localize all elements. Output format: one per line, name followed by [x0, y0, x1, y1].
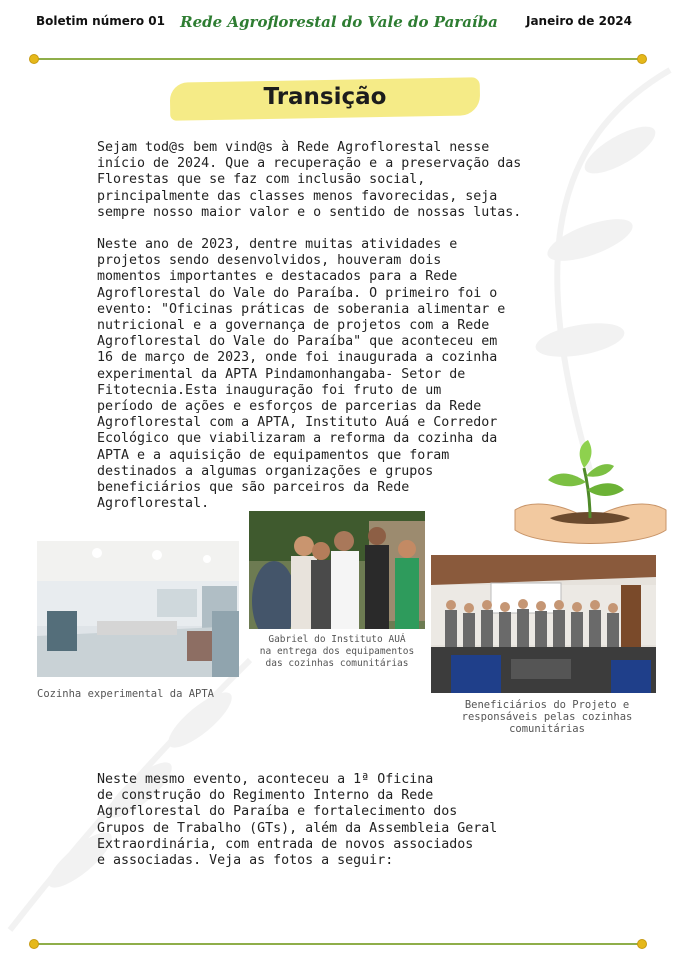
paragraph-events: Neste ano de 2023, dentre muitas atividades e projetos sendo desenvolvidos, houveram dois momentos importantes e destacados para a Rede Agroflorestal do Vale do Paraíba. O primeiro foi o evento: "Oficinas práticas de soberania alimentar e nutricional e a governança de projetos com a Rede Agroflorestal do Vale do Paraíba" que aconteceu em 16 de março de 2023, onde foi inaugurada a cozinha experimental da APTA Pindamonhangaba- Setor de Fitotecnia.Esta inauguração foi fruto de um período de ações e esforços de parcerias da Rede Agroflorestal com a APTA, Instituto Auá e Corredor Ecológico que viabilizaram a reforma da cozinha da APTA e a aquisição de equipamentos que foram destinados a algumas organizações e grupos beneficiários que são parceiros da Rede Agroflorestal. [97, 237, 506, 512]
beneficiaries-photo [431, 555, 656, 693]
paragraph-welcome: Sejam tod@s bem vind@s à Rede Agroflorestal nesse início de 2024. Que a recuperação e a preservação das Florestas que se faz com inclusão social, principalmente das classes menos favorecidas, seja sempre nosso maior valor e o sentido de nossas lutas. [97, 140, 522, 220]
paragraph-workshop: Neste mesmo evento, aconteceu a 1ª Oficina de construção do Regimento Interno da Rede Agroflorestal do Paraíba e fortalecimento dos Grupos de Trabalho (GTs), além da Assembleia Geral Extraordinária, com entrada de novos associados e associadas. Veja as fotos a seguir: [97, 772, 498, 869]
beneficiaries-caption: Beneficiários do Projeto e responsáveis pelas cozinhas comunitárias [461, 699, 633, 735]
page-title: Transição [263, 84, 387, 110]
bulletin-number: Boletim número 01 [36, 14, 165, 28]
kitchen-caption: Cozinha experimental da APTA [37, 688, 215, 700]
gabriel-caption: Gabriel do Instituto AUÁ na entrega dos equipamentos das cozinhas comunitárias [259, 634, 415, 669]
title-block [170, 78, 480, 122]
hands-holding-seedling-icon [510, 440, 670, 550]
footer-divider [36, 943, 640, 945]
header-divider [36, 58, 640, 60]
network-name: Rede Agroflorestal do Vale do Paraíba [180, 13, 498, 31]
bulletin-date: Janeiro de 2024 [525, 14, 632, 28]
gabriel-photo [249, 511, 425, 629]
kitchen-photo [37, 541, 239, 677]
